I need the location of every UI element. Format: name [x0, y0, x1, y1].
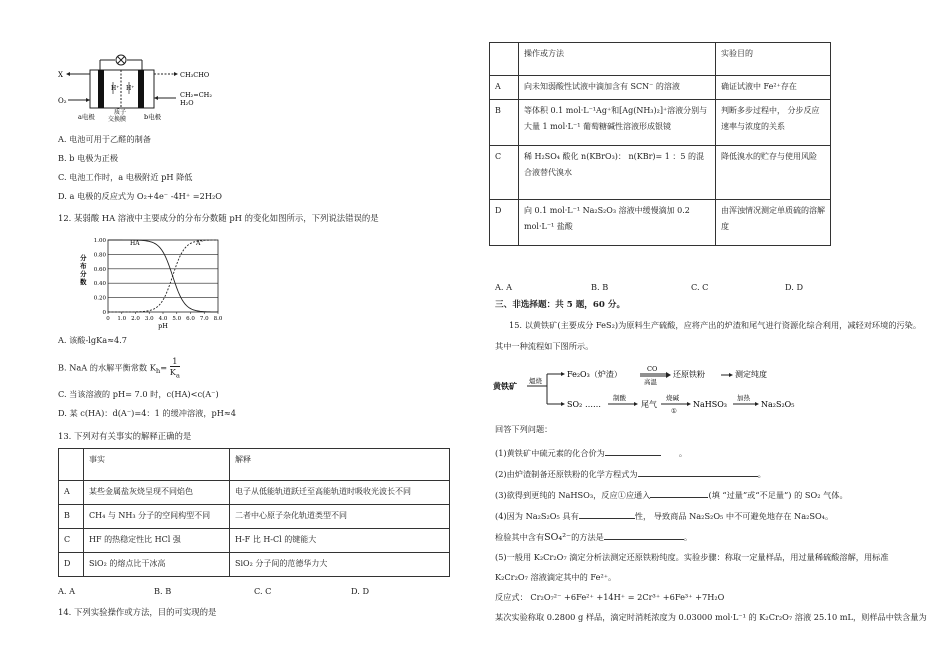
q14-stem: 14. 下列实验操作或方法，目的可实现的是 — [58, 607, 217, 617]
q13-table — [58, 448, 450, 577]
table-row — [490, 76, 831, 100]
membrane-label-2: 交换膜 — [108, 116, 127, 122]
q14-row-c-purpose: 降低溴水的贮存与使用风险 — [716, 146, 831, 200]
flow-fe2o3: Fe₂O₃（炉渣） — [567, 370, 622, 379]
flow-heating: 加热 — [737, 394, 750, 402]
q12-option-a: A. 该酸-lgKa≈4.7 — [58, 335, 127, 345]
y-tick-label: 0 — [102, 310, 106, 316]
q14-header-method: 操作或方法 — [519, 43, 716, 76]
x-tick-label: 1.0 — [117, 316, 127, 322]
ch3cho-label: CH₃CHO — [180, 71, 210, 79]
section-3-title: 三、非选择题：共 5 题，60 分。 — [495, 300, 626, 310]
flow-calcine: 熅烧 — [529, 377, 542, 385]
q13-row-c-fact: HF 的热稳定性比 HCl 强 — [84, 529, 230, 553]
q13-row-a-label: A — [59, 481, 84, 505]
q13-row-d-fact: SiO₂ 的熔点比干冰高 — [84, 553, 230, 577]
q14-row-a-method: 向未知弱酸性试液中滴加含有 SCN⁻ 的溶液 — [519, 76, 716, 100]
y-tick-label: 0.20 — [93, 295, 106, 302]
x-tick-label: 5.0 — [172, 316, 182, 322]
q12-fraction-den-sub: a — [175, 371, 180, 380]
q13-row-c-explain: H-F 比 H-Cl 的键能大 — [230, 529, 450, 553]
h-plus-right: H⁺ — [126, 85, 135, 92]
q14-answer-b: B. B — [591, 282, 609, 292]
table-row — [59, 505, 450, 529]
q15-sub4-blank[interactable] — [579, 509, 635, 519]
q14-row-b-purpose: 判断多步过程中， 分步反应速率与浓度的关系 — [716, 100, 831, 146]
flow-reduced-iron: 还原铁粉 — [673, 370, 705, 379]
c2h4-label: CH₂=CH₂ — [180, 91, 212, 99]
q14-answer-c: C. C — [691, 282, 709, 292]
q15-sub2 — [495, 467, 766, 480]
x-tick-label: 8.0 — [213, 316, 223, 322]
q13-row-d-label: D — [59, 553, 84, 577]
q11-option-d: D. a 电极的反应式为 O₂+4e⁻ -4H⁺ =2H₂O — [58, 191, 222, 201]
table-row — [490, 200, 831, 246]
x-tick-label: 7.0 — [199, 316, 209, 322]
q15-sub3-end: (填 “过量”或“不足量”) 的 SO₂ 气体。 — [708, 490, 848, 500]
table-row — [490, 100, 831, 146]
q15-sub4-end: 性， 导致商品 Na₂S₂O₅ 中不可避免地存在 Na₂SO₄。 — [634, 511, 834, 521]
q15-sub5-line4: 某次实验称取 0.2800 g 样品，滴定时消耗浓度为 0.03000 mol·L⁻¹ 的 K₂Cr₂O₇ 溶液 25.10 mL，则样品中铁含量为 — [495, 612, 927, 622]
q12-fraction-num: 1 — [170, 356, 180, 367]
q11-option-b: B. b 电极为正极 — [58, 153, 119, 163]
q15-sub5-reaction: 反应式： Cr₂O₇²⁻ +6Fe²⁺ +14H⁺ = 2Cr³⁺ +6Fe³⁺ +7H₂O — [495, 592, 725, 602]
flow-make-acid: 制酸 — [613, 394, 626, 402]
q13-header-fact: 事实 — [84, 449, 230, 481]
legend-ha: HA — [130, 240, 140, 248]
table-row — [59, 481, 450, 505]
plot-frame — [108, 240, 218, 312]
q11-option-a: A. 电池可用于乙醛的制备 — [58, 134, 151, 144]
distribution-chart — [60, 232, 230, 332]
q12-fraction-den-k: K — [169, 367, 176, 377]
b-electrode-label: b电极 — [144, 113, 162, 121]
q12-option-d: D. 某 c(HA)：d(A⁻)=4：1 的缓冲溶液，pH≈4 — [58, 408, 236, 418]
q13-row-c-label: C — [59, 529, 84, 553]
q14-row-c-method: 稀 H₂SO₄ 酸化 n(KBrO₃)： n(KBr)= 1 ：5 的混合液替代溴水 — [519, 146, 716, 200]
q13-header-row — [59, 449, 450, 481]
q15-sub4b-end: 。 — [683, 532, 693, 542]
q12-fraction — [170, 356, 180, 381]
q15-sub1-blank[interactable] — [605, 446, 661, 456]
h-plus-left: H⁺ — [111, 85, 120, 92]
q15-sub4 — [495, 509, 833, 522]
q14-answer-d: D. D — [785, 282, 804, 292]
q15-sub3 — [495, 488, 848, 501]
q15-sub2-end: 。 — [757, 469, 766, 479]
x-tick-label: 6.0 — [186, 316, 195, 322]
flow-caustic: 烧碱 — [666, 394, 679, 402]
q15-answer-prompt: 回答下列问题： — [495, 424, 553, 434]
table-row — [490, 146, 831, 200]
x-tick-label: 4.0 — [158, 316, 168, 322]
table-row — [59, 553, 450, 577]
flow-na2s2o5: Na₂S₂O₅ — [761, 400, 795, 409]
y-tick-label: 0.80 — [93, 252, 106, 259]
y-tick-label: 1.00 — [93, 238, 106, 244]
y-axis-label-char: 分 — [80, 254, 87, 262]
flow-dots: …… — [585, 400, 601, 409]
q12-option-b-sub: h — [155, 366, 161, 375]
q13-row-b-label: B — [59, 505, 84, 529]
q14-row-d-method: 向 0.1 mol·L⁻¹ Na₂S₂O₃ 溶液中缓慢滴加 0.2 mol·L⁻¹ 盐酸 — [519, 200, 716, 246]
q15-sub1-text: (1)黄铁矿中硫元素的化合价为 — [495, 448, 605, 458]
x-label: X — [58, 71, 63, 79]
q15-stem: 15. 以黄铁矿(主要成分 FeS₂)为原料生产硫酸，应将产出的炉渣和尾气进行资源化综合利用，减轻对环境的污染。 — [509, 320, 922, 330]
q14-row-d-purpose: 由浑浊情况测定单质硫的溶解度 — [716, 200, 831, 246]
q12-stem: 12. 某弱酸 HA 溶液中主要成分的分布分数随 pH 的变化如图所示，下列说法错误的是 — [58, 213, 379, 223]
q14-header-purpose: 实验目的 — [716, 43, 831, 76]
membrane-label-1: 质子 — [114, 109, 127, 116]
q13-header-explain: 解释 — [230, 449, 450, 481]
q15-sub5-line1: (5)一般用 K₂Cr₂O₇ 滴定分析法测定还原铁粉纯度。实验步骤：称取一定量样品，用过量稀硫酸溶解，用标准 — [495, 552, 889, 562]
table-row — [59, 529, 450, 553]
q12-option-c: C. 当该溶液的 pH= 7.0 时，c(HA)<c(A⁻) — [58, 389, 219, 399]
x-tick-label: 2.0 — [131, 316, 140, 322]
q13-header-blank — [59, 449, 84, 481]
q15-sub2-blank[interactable] — [638, 467, 758, 477]
q15-sub3-text: (3)欲得到更纯的 NaHSO₃，反应①应通入 — [495, 490, 651, 500]
q15-sub5-line2: K₂Cr₂O₇ 溶液滴定其中的 Fe²⁺。 — [495, 572, 617, 582]
q12-option-b-eq: = — [160, 362, 168, 373]
y-tick-label: 0.40 — [93, 281, 106, 288]
q13-row-a-explain: 电子从低能轨道跃迁至高能轨道时吸收光波长不同 — [230, 481, 450, 505]
x-tick-label: 0 — [106, 316, 110, 322]
q14-answer-a: A. A — [495, 282, 513, 292]
y-tick-label: 0.60 — [93, 266, 106, 273]
q15-sub3-blank[interactable] — [650, 488, 708, 498]
flow-step-1: ① — [671, 407, 677, 415]
flow-diagram — [493, 362, 813, 416]
q13-answer-d: D. D — [351, 586, 370, 596]
o2-label: O₂ — [58, 97, 67, 105]
h2o-label: H₂O — [180, 99, 194, 107]
y-axis-label-char: 数 — [80, 278, 87, 286]
q12-fraction-den — [170, 367, 180, 381]
q14-row-c-label: C — [490, 146, 519, 200]
q13-row-b-fact: CH₄ 与 NH₃ 分子的空间构型不同 — [84, 505, 230, 529]
flow-high-temp: 高温 — [644, 378, 657, 386]
a-electrode-label: a电极 — [78, 113, 95, 121]
q14-header-row — [490, 43, 831, 76]
x-tick-label: 3.0 — [144, 316, 154, 322]
y-axis-label-char: 分 — [80, 270, 87, 278]
q14-row-b-label: B — [490, 100, 519, 146]
q13-row-a-fact: 某些金属盐灰烧呈现不同焰色 — [84, 481, 230, 505]
q14-row-a-label: A — [490, 76, 519, 100]
q15-sub4b-mid: 的方法是 — [571, 532, 604, 542]
electrode-a — [98, 70, 104, 108]
q14-row-d-label: D — [490, 200, 519, 246]
y-axis-label-char: 布 — [80, 262, 87, 270]
legend-a-minus: A⁻ — [196, 240, 204, 248]
q15-sub1 — [495, 446, 687, 459]
q13-row-d-explain: SiO₂ 分子间的范德华力大 — [230, 553, 450, 577]
electrode-b — [138, 70, 144, 108]
q15-sub4b-text: 检验其中含有 — [495, 532, 545, 542]
flow-pyrite: 黄铁矿 — [493, 381, 517, 391]
flow-so2: SO₂ — [567, 400, 583, 409]
x-axis-label: pH — [158, 322, 168, 330]
q15-sub1-end: 。 — [678, 448, 688, 458]
q14-row-b-method: 等体积 0.1 mol·L⁻¹Ag⁺和[Ag(NH₃)₂]⁺溶液分别与大量 1 mol·L⁻¹ 葡萄糖碱性溶液形成银镜 — [519, 100, 716, 146]
q13-answer-a: A. A — [58, 586, 76, 596]
q14-header-blank — [490, 43, 519, 76]
q15-sub4b — [495, 530, 692, 543]
q12-option-b-prefix: B. NaA 的水解平衡常数 K — [58, 362, 156, 373]
q15-sub4-text: (4)因为 Na₂S₂O₅ 具有 — [495, 511, 579, 521]
q13-row-b-explain: 二者中心原子杂化轨道类型不同 — [230, 505, 450, 529]
q11-option-c: C. 电池工作时，a 电极附近 pH 降低 — [58, 172, 193, 182]
q13-answer-c: C. C — [254, 586, 272, 596]
flow-tail-gas: 尾气 — [641, 400, 657, 409]
q14-row-a-purpose: 确证试液中 Fe²⁺存在 — [716, 76, 831, 100]
q13-stem: 13. 下列对有关事实的解释正确的是 — [58, 431, 192, 441]
fuel-cell-diagram — [58, 52, 228, 122]
q15-sub4b-ion: SO₄²⁻ — [544, 532, 572, 543]
q12-option-b — [58, 356, 180, 381]
q15-sub4b-blank[interactable] — [604, 530, 684, 540]
flow-co: CO — [647, 365, 658, 373]
flow-measure-purity: 测定纯度 — [735, 370, 767, 379]
q15-sub2-text: (2)由炉渣制备还原铁粉的化学方程式为 — [495, 469, 638, 479]
q15-stem-2: 其中一种流程如下图所示。 — [495, 341, 594, 351]
flow-nahso3: NaHSO₃ — [693, 400, 727, 409]
q14-table — [489, 42, 831, 246]
q13-answer-b: B. B — [154, 586, 172, 596]
